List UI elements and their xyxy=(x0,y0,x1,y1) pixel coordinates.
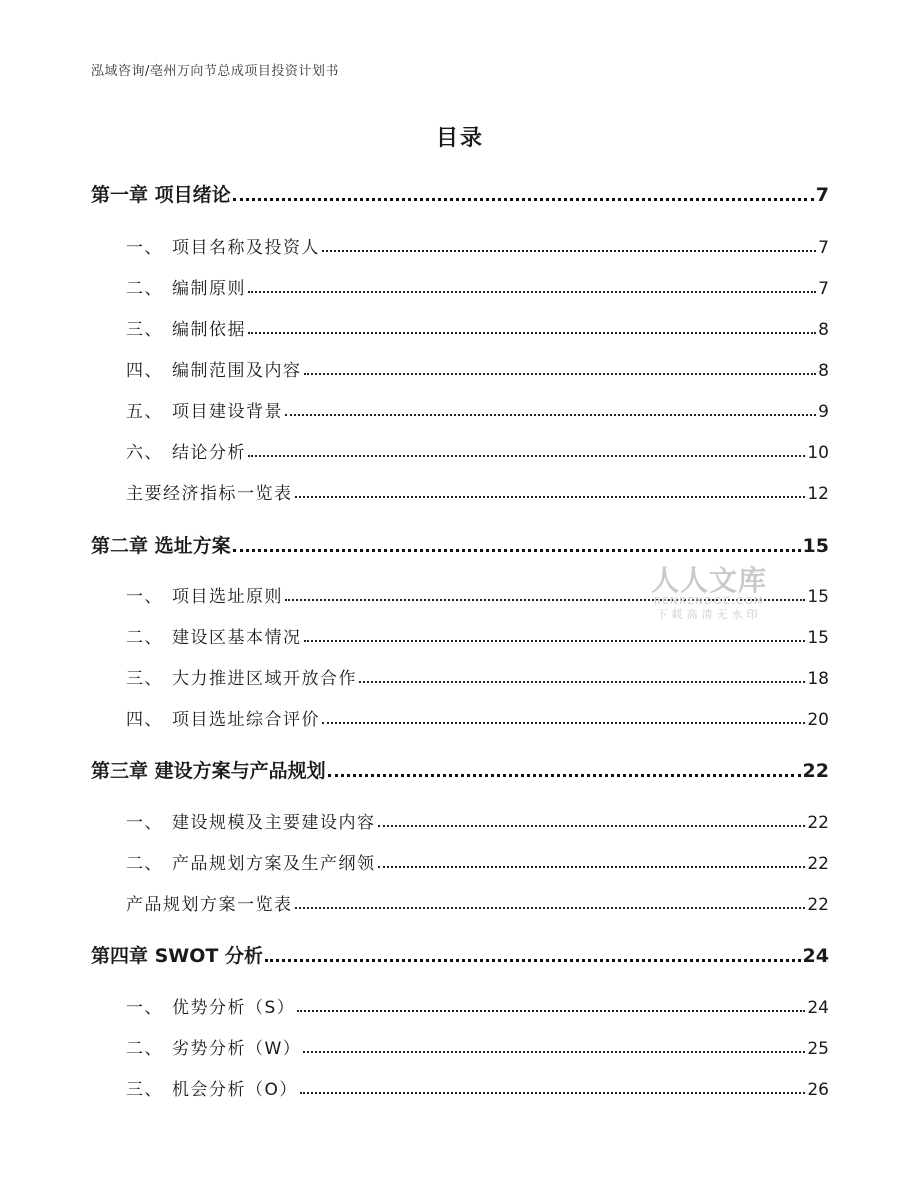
watermark-tagline: 下载高清无水印 xyxy=(656,608,762,621)
toc-entry-text: 机会分析（O） xyxy=(172,1080,298,1100)
toc-dot-leader xyxy=(265,959,801,962)
toc-entry-label xyxy=(126,397,283,422)
toc-entry-label xyxy=(91,180,231,207)
toc-section-entry[interactable] xyxy=(126,705,829,730)
toc-entry-label xyxy=(126,890,293,915)
watermark-url: RENRENDOC.COM xyxy=(653,596,765,607)
toc-page-number: 20 xyxy=(807,710,829,730)
toc-chapter-entry[interactable] xyxy=(91,756,829,783)
toc-entry-number: 一、 xyxy=(126,998,163,1018)
toc-section-entry[interactable] xyxy=(126,1075,829,1100)
toc-dot-leader xyxy=(297,1010,805,1012)
toc-dot-leader xyxy=(248,332,816,334)
toc-page-number: 7 xyxy=(815,184,829,206)
watermark xyxy=(644,566,774,622)
toc-entry-number: 五、 xyxy=(126,402,163,422)
toc-entry-label xyxy=(126,849,376,874)
toc-entry-text: 产品规划方案一览表 xyxy=(126,895,293,915)
toc-section-entry[interactable] xyxy=(126,664,829,689)
toc-entry-text: 编制原则 xyxy=(172,279,246,299)
toc-entry-text: 编制范围及内容 xyxy=(172,361,302,381)
toc-entry-number: 一、 xyxy=(126,813,163,833)
toc-entry-label xyxy=(126,1034,301,1059)
toc-dot-leader xyxy=(233,198,814,201)
toc-chapter-entry[interactable] xyxy=(91,180,829,207)
toc-page-number: 26 xyxy=(807,1080,829,1100)
toc-dot-leader xyxy=(233,549,801,552)
toc-dot-leader xyxy=(322,722,805,724)
toc-entry-number: 二、 xyxy=(126,628,163,648)
toc-entry-number: 二、 xyxy=(126,854,163,874)
toc-entry-number: 四、 xyxy=(126,361,163,381)
toc-entry-label xyxy=(126,274,246,299)
toc-page-number: 22 xyxy=(807,813,829,833)
toc-dot-leader xyxy=(248,455,805,457)
toc-entry-text: 第四章 SWOT 分析 xyxy=(91,945,263,967)
toc-chapter-entry[interactable] xyxy=(91,941,829,968)
toc-entry-text: 项目建设背景 xyxy=(172,402,283,422)
toc-entry-text: 优势分析（S） xyxy=(172,998,296,1018)
toc-entry-label xyxy=(91,941,263,968)
toc-entry-label xyxy=(126,664,357,689)
toc-entry-label xyxy=(91,531,231,558)
toc-entry-label xyxy=(126,356,302,381)
toc-entry-text: 结论分析 xyxy=(172,443,246,463)
toc-page-number: 8 xyxy=(818,361,829,381)
toc-chapter-entry[interactable] xyxy=(91,531,829,558)
toc-page-number: 7 xyxy=(818,279,829,299)
toc-entry-label xyxy=(126,479,293,504)
toc-dot-leader xyxy=(328,774,801,777)
toc-entry-text: 项目名称及投资人 xyxy=(172,238,320,258)
toc-entry-number: 一、 xyxy=(126,587,163,607)
toc-page-number: 15 xyxy=(807,587,829,607)
toc-entry-number: 二、 xyxy=(126,279,163,299)
toc-section-entry[interactable] xyxy=(126,315,829,340)
toc-dot-leader xyxy=(378,866,806,868)
toc-section-entry[interactable] xyxy=(126,233,829,258)
toc-entry-label xyxy=(126,438,246,463)
toc-entry-label xyxy=(126,233,320,258)
toc-section-entry[interactable] xyxy=(126,438,829,463)
document-header: 泓域咨询/亳州万向节总成项目投资计划书 xyxy=(91,64,339,79)
toc-section-entry[interactable] xyxy=(126,849,829,874)
toc-entry-label xyxy=(126,705,320,730)
toc-entry-text: 编制依据 xyxy=(172,320,246,340)
toc-page-number: 22 xyxy=(807,854,829,874)
toc-page-number: 15 xyxy=(807,628,829,648)
toc-dot-leader xyxy=(304,373,817,375)
toc-dot-leader xyxy=(359,681,805,683)
toc-page-number: 15 xyxy=(802,535,829,557)
toc-title: 目录 xyxy=(435,126,484,151)
toc-dot-leader xyxy=(378,825,806,827)
toc-entry-label xyxy=(126,582,283,607)
toc-entry-label xyxy=(126,315,246,340)
toc-entry-label xyxy=(126,623,302,648)
toc-page-number: 25 xyxy=(807,1039,829,1059)
toc-entry-text: 主要经济指标一览表 xyxy=(126,484,293,504)
toc-entry-number: 一、 xyxy=(126,238,163,258)
toc-entry-number: 三、 xyxy=(126,669,163,689)
toc-page-number: 10 xyxy=(807,443,829,463)
toc-dot-leader xyxy=(303,1051,805,1053)
toc-page-number: 22 xyxy=(802,760,829,782)
toc-entry-text: 建设区基本情况 xyxy=(172,628,302,648)
toc-entry-text: 大力推进区域开放合作 xyxy=(172,669,357,689)
toc-dot-leader xyxy=(285,414,816,416)
toc-entry-number: 六、 xyxy=(126,443,163,463)
toc-entry-text: 劣势分析（W） xyxy=(172,1039,302,1059)
toc-section-entry[interactable] xyxy=(126,808,829,833)
toc-page-number: 22 xyxy=(807,895,829,915)
toc-page-number: 7 xyxy=(818,238,829,258)
toc-section-entry[interactable] xyxy=(126,479,829,504)
toc-page-number: 24 xyxy=(807,998,829,1018)
toc-section-entry[interactable] xyxy=(126,274,829,299)
toc-section-entry[interactable] xyxy=(126,890,829,915)
toc-entry-text: 第二章 选址方案 xyxy=(91,535,231,557)
toc-entry-text: 建设规模及主要建设内容 xyxy=(172,813,376,833)
toc-entry-text: 项目选址综合评价 xyxy=(172,710,320,730)
toc-entry-label xyxy=(126,808,376,833)
toc-section-entry[interactable] xyxy=(126,1034,829,1059)
toc-page-number: 12 xyxy=(807,484,829,504)
toc-page-number: 8 xyxy=(818,320,829,340)
toc-entry-number: 三、 xyxy=(126,1080,163,1100)
toc-entry-text: 产品规划方案及生产纲领 xyxy=(172,854,376,874)
toc-page-number: 24 xyxy=(802,945,829,967)
toc-dot-leader xyxy=(300,1092,805,1094)
toc-entry-label xyxy=(91,756,326,783)
toc-entry-number: 四、 xyxy=(126,710,163,730)
toc-dot-leader xyxy=(322,250,816,252)
toc-entry-number: 二、 xyxy=(126,1039,163,1059)
toc-dot-leader xyxy=(248,291,816,293)
toc-entry-label xyxy=(126,1075,298,1100)
toc-dot-leader xyxy=(304,640,806,642)
toc-entry-text: 第一章 项目绪论 xyxy=(91,184,231,206)
toc-entry-number: 三、 xyxy=(126,320,163,340)
toc-entry-text: 项目选址原则 xyxy=(172,587,283,607)
toc-entry-text: 第三章 建设方案与产品规划 xyxy=(91,760,326,782)
toc-section-entry[interactable] xyxy=(126,356,829,381)
toc-section-entry[interactable] xyxy=(126,623,829,648)
toc-section-entry[interactable] xyxy=(126,397,829,422)
toc-page-number: 18 xyxy=(807,669,829,689)
toc-dot-leader xyxy=(295,496,806,498)
toc-page-number: 9 xyxy=(818,402,829,422)
watermark-logo-text: 人人文库 xyxy=(650,564,767,597)
toc-section-entry[interactable] xyxy=(126,993,829,1018)
toc-entry-label xyxy=(126,993,295,1018)
toc-dot-leader xyxy=(295,907,806,909)
